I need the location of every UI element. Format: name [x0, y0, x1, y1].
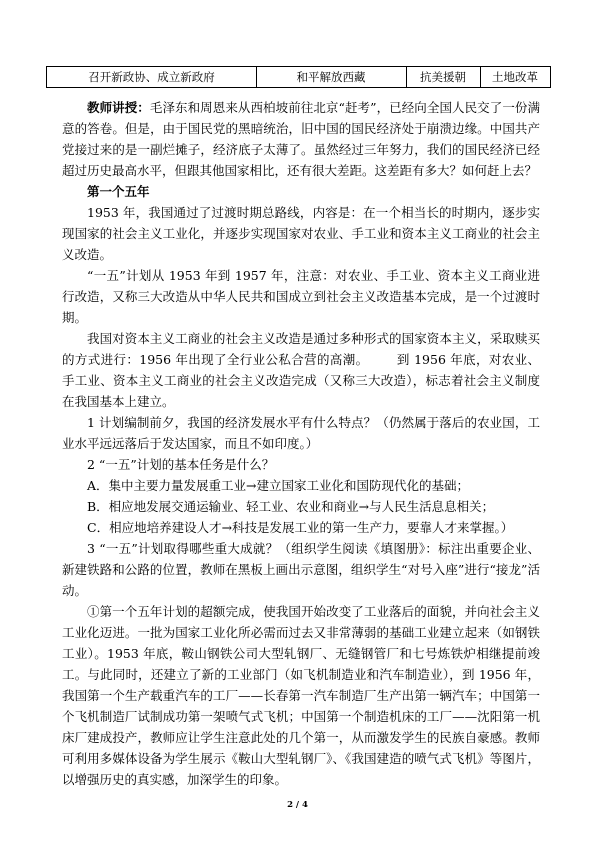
- section-heading: 第一个五年: [87, 184, 150, 199]
- paragraph-capitalist-reform-b: 到 1956 年底，对农业、手工业、资本主义工商业的社会主义改造完成（又称三大改造），标志着社会主义制度在我国基本上建立。: [62, 352, 540, 409]
- question-3: 3 “一五”计划取得哪些重大成就？（组织学生阅读《填图册》：标注出重要企业、新建铁路和公路的位置，教师在黑板上画出示意图，组织学生“对号入座”进行“接龙”活动。: [62, 541, 540, 598]
- paragraph-transition-line: 1953 年，我国通过了过渡时期总路线，内容是：在一个相当长的时期内，逐步实现国家的社会主义工业化，并逐步实现国家对农业、手工业和资本主义工商业的社会主义改造。: [62, 205, 540, 262]
- task-a: A．集中主要力量发展重工业→建立国家工业化和国防现代化的基础；: [87, 478, 470, 493]
- table-cell-tibet: 和平解放西藏: [256, 67, 407, 87]
- table-cell-land-reform: 土地改革: [492, 70, 538, 84]
- paragraph-first-five-year-plan: “一五”计划从 1953 年到 1957 年，注意：对农业、手工业、资本主义工商业进行改造，又称三大改造从中华人民共和国成立到社会主义改造基本完成，是一个过渡时期。: [62, 268, 540, 325]
- question-1: 1 计划编制前夕，我国的经济发展水平有什么特点？（仍然属于落后的农业国，工业水平远远落后于发达国家，而且不如印度。）: [62, 415, 540, 451]
- teacher-lecture-text: 毛泽东和周恩来从西柏坡前往北京“赶考”，已经向全国人民交了一份满意的答卷。但是，由于国民党的黑暗统治，旧中国的国民经济处于崩溃边缘。中国共产党接过来的是一副烂摊子，经济底子太薄了。虽然经过三年努力，我们的国民经济已经超过历史最高水平，但跟其他国家相比，还有很大差距。这差距有多大？如何赶上去？: [62, 100, 540, 178]
- teacher-lecture-label: 教师讲授：: [87, 100, 150, 115]
- paragraph-capitalist-reform: [62, 328, 540, 412]
- achievement-paragraph: ①第一个五年计划的超额完成，使我国开始改变了工业落后的面貌，并向社会主义工业化迈进。一批为国家工业化所必需而过去又非常薄弱的基础工业建立起来（如钢铁工业）。1953 年底，鞍山钢铁公司大型轧钢厂、无缝钢管厂和七号炼铁炉相继提前竣工。与此同时，还建立了新的工业部门（如飞机制造业和汽车制造业），到 1956 年，我国第一个生产载重汽车的工厂——长春第一汽车制造厂生产出第一辆汽车；中国第一个飞机制造厂试制成功第一架喷气式飞机；中国第一个制造机床的工厂——沈阳第一机床厂建成投产，教师应让学生注意此处的几个第一，从而激发学生的民族自豪感。教师可利用多媒体设备为学生展示《鞍山大型轧钢厂》、《我国建造的喷气式飞机》等图片，以增强历史的真实感，加深学生的印象。: [62, 604, 540, 787]
- task-b: B．相应地发展交通运输业、轻工业、农业和商业→与人民生活息息相关；: [87, 499, 495, 514]
- task-c: C．相应地培养建设人才→科技是发展工业的第一生产力，要靠人才来掌握。）: [87, 520, 514, 535]
- table-cell-korea: 抗美援朝: [406, 67, 481, 87]
- teacher-lecture-paragraph: [62, 97, 540, 181]
- event-table-row: [46, 66, 551, 88]
- table-cell-new-cppcc: 召开新政协、成立新政府: [47, 67, 257, 87]
- document-body: [62, 97, 540, 790]
- paragraph-capitalist-reform-a: 我国对资本主义工商业的社会主义改造是通过多种形式的国家资本主义，采取赎买的方式进行：1956 年出现了全行业公私合营的高潮。: [62, 331, 540, 367]
- question-2: 2 “一五”计划的基本任务是什么？: [87, 457, 275, 472]
- page-number: 2 / 4: [287, 800, 308, 810]
